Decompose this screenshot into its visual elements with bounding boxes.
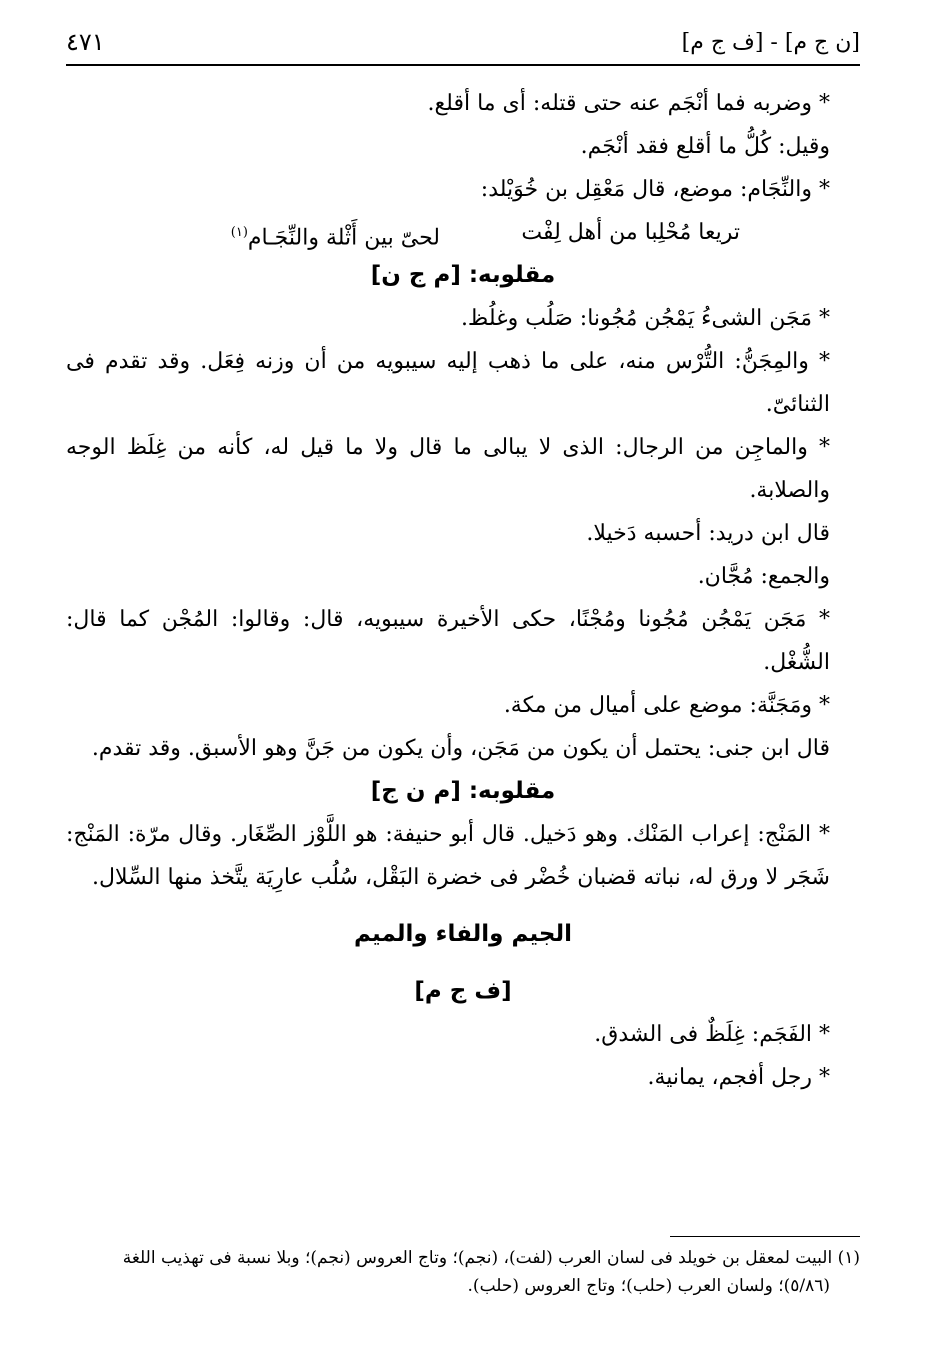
entry-line: * وضربه فما أنْجَم عنه حتى قتله: أى ما أقلع. [427, 91, 830, 116]
footnote-marker: (١) [230, 225, 248, 240]
entry-paragraph: والجمع: مُجَّان. [697, 564, 830, 589]
main-text [66, 82, 860, 1099]
entry-paragraph: * المَنْج: إعراب المَنْك. وهو دَخيل. قال أبو حنيفة: هو اللَّوْز الصِّغَار. وقال مرّة: المَنْج: شَجَر لا ورق له، نباته قضبان خُضْر فى خضرة البَقْل، سُلُب عارِيَة يتَّخذ منها السِّلال. [66, 822, 830, 890]
entry-paragraph: قال ابن جنى: يحتمل أن يكون من مَجَن، وأن يكون من جَنَّ وهو الأسبق. وقد تقدم. [91, 736, 830, 761]
spacer [66, 956, 860, 970]
running-title: [ن ج م] - [ف ج م] [681, 30, 860, 55]
section-heading-fjm: [ف ج م] [414, 978, 512, 1004]
header-rule [66, 64, 860, 66]
entry-line: * والنِّجَام: موضع، قال مَعْقِل بن خُوَيْلد: [480, 177, 830, 202]
footnote [66, 1244, 860, 1300]
entry-line: وقيل: كُلُّ ما أقلع فقد أنْجَم. [580, 134, 830, 159]
entry-paragraph: * ومَجَنَّة: موضع على أميال من مكة. [503, 693, 830, 718]
entry-paragraph: * والمِجَنُّ: التُّرْس منه، على ما ذهب إليه سيبويه من أن وزنه فِعَل. وقد تقدم فى الثنائىّ. [66, 349, 830, 417]
entry-paragraph: * مَجَن يَمْجُن مُجُونا ومُجْنًا، حكى الأخيرة سيبويه، قال: وقالوا: المُجْن كما قال: الشُّغْل. [66, 607, 830, 675]
footnote-text-continued: (٥/٨٦)؛ ولسان العرب (حلب)؛ وتاج العروس (حلب). [467, 1276, 830, 1296]
verse-hemistich-second: لحىّ بين أَثْلة والنِّجَـام$^{(١)}$ [230, 225, 440, 251]
footnote-rule [670, 1236, 860, 1237]
running-head [66, 28, 860, 64]
section-heading-mnj: مقلوبه: [م ن ج] [370, 778, 556, 804]
chapter-heading: الجيم والفاء والميم [354, 921, 572, 947]
footnote-text: البيت لمعقل بن خويلد فى لسان العرب (لفت)، (نجم)؛ وتاج العروس (نجم)؛ وبلا نسبة فى تهذيب اللغة [122, 1248, 833, 1268]
spacer [66, 899, 860, 913]
poem-verse [66, 211, 860, 254]
section-heading-mjn: مقلوبه: [م ج ن] [370, 262, 556, 288]
verse-hemistich-first: تريعا مُحْلِبا من أهل لِفْت [521, 220, 740, 245]
entry-paragraph: * مَجَن الشىءُ يَمْجُن مُجُونا: صَلُب وغلُظ. [460, 306, 830, 331]
entry-paragraph: * الفَجَم: غِلَظٌ فى الشدق. [594, 1022, 830, 1047]
page-number: ٤٧١ [66, 28, 105, 56]
footnote-number: (١) [837, 1248, 860, 1268]
entry-paragraph: * رجل أفجم، يمانية. [647, 1065, 830, 1090]
entry-paragraph: * والماجِن من الرجال: الذى لا يبالى ما قال ولا ما قيل له، كأنه من غِلَظ الوجه والصلابة. [66, 435, 830, 503]
entry-paragraph: قال ابن دريد: أحسبه دَخيلا. [586, 521, 830, 546]
